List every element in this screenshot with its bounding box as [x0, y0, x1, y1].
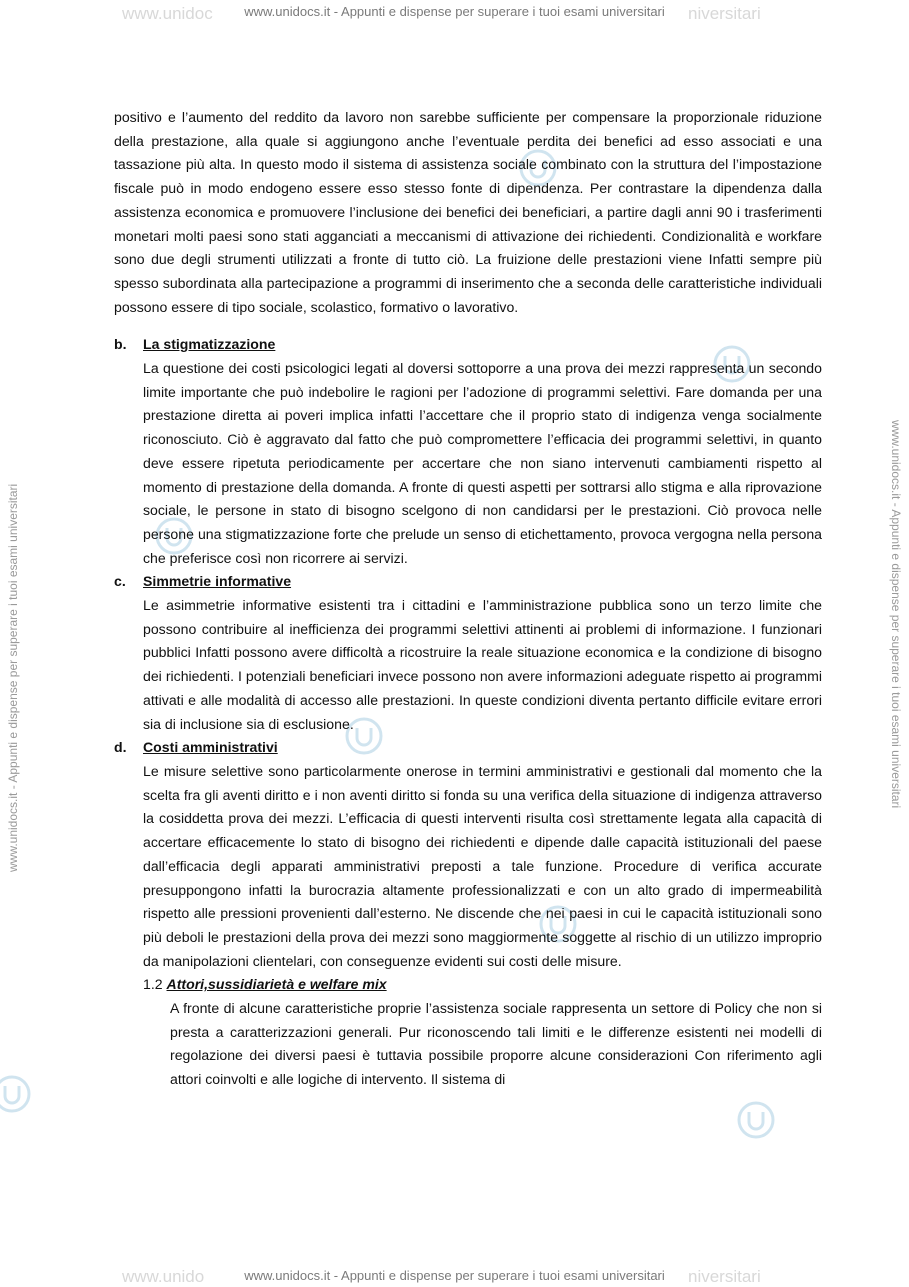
ghost-watermark-bottom-left: www.unido — [122, 1267, 205, 1286]
subsection-heading — [114, 973, 822, 997]
section-heading-b — [114, 333, 822, 357]
right-side-watermark: www.unidocs.it - Appunti e dispense per superare i tuoi esami universitari — [889, 420, 903, 809]
section-title: Simmetrie informative — [143, 573, 292, 590]
ghost-watermark-top-left: www.unidoc — [122, 4, 213, 23]
section-body-c: Le asimmetrie informative esistenti tra i cittadini e l’amministrazione pubblica sono un terzo limite che possono contribuire al inefficienza dei programmi selettivi attinenti ai problemi di informazione. I funzionari pubblici Infatti possono avere difficoltà a ricostruire la reale situazione economica e la condizione di bisogno dei richiedenti. I potenziali beneficiari invece possono non avere informazioni adeguate rispetto ai programmi attivati e alle modalità di accesso alle prestazioni. In queste condizioni diventa pertanto difficile evitare errori sia di inclusione sia di esclusione. — [143, 597, 822, 732]
ghost-watermark-top-right: niversitari — [688, 4, 761, 23]
section-title: La stigmatizzazione — [143, 336, 276, 353]
section-body-b: La questione dei costi psicologici legati al doversi sottoporre a una prova dei mezzi rappresenta un secondo limite importante che può indebolire le ragioni per l’adozione di programmi selettivi. Fare domanda per una prestazione diretta ai poveri implica infatti l’accettare che il proprio stato di indigenza venga socialmente riconosciuto. Ciò è aggravato dal fatto che può compromettere l’efficacia dei programmi selettivi, in quanto deve essere ripetuta periodicamente per accertare che non siano intervenuti cambiamenti rispetto al momento di prestazione della domanda. A fronte di questi aspetti per sottrarsi allo stigma e alla riprovazione sociale, le persone in stato di bisogno scelgono di non candidarsi per le prestazioni. Ciò provoca nelle persone una stigmatizzazione forte che prelude un senso di etichettamento, provoca vergogna nella persona che preferisce così non ricorrere ai servizi. — [143, 360, 822, 566]
intro-paragraph: positivo e l’aumento del reddito da lavoro non sarebbe sufficiente per compensare la proporzionale riduzione della prestazione, alla quale si aggiungono anche l’eventuale perdita dei benefici ad esso associati e una tassazione più alta. In questo modo il sistema di assistenza sociale combinato con la struttura del l’impostazione fiscale può in modo endogeno essere esso stesso fonte di dipendenza. Per contrastare la dipendenza dalla assistenza economica e promuovere l’inclusione dei benefici dei beneficiari, a partire dagli anni 90 i trasferimenti monetari molti paesi sono stati agganciati a meccanismi di attivazione dei richiedenti. Condizionalità e workfare sono due degli strumenti utilizzati a fronte di tutto ciò. La fruizione delle prestazioni viene Infatti sempre più spesso subordinata alla partecipazione a programmi di inserimento che a seconda delle caratteristiche individuali possono essere di tipo sociale, scolastico, formativo o lavorativo. — [114, 109, 822, 315]
section-title: Costi amministrativi — [143, 739, 278, 756]
section-letter: d. — [114, 739, 127, 756]
unidocs-logo-icon — [0, 1074, 32, 1114]
subsection-title: Attori,sussidiarietà e welfare mix — [166, 976, 387, 993]
section-letter: c. — [114, 573, 126, 590]
header-watermark: www.unidocs.it - Appunti e dispense per superare i tuoi esami universitari — [244, 4, 665, 19]
unidocs-logo-icon — [736, 1100, 776, 1140]
section-heading-d — [114, 736, 822, 760]
subsection-number: 1.2 — [143, 976, 163, 993]
section-body-d: Le misure selettive sono particolarmente onerose in termini amministrativi e gestionali dal momento che la scelta fra gli aventi diritto e i non aventi diritto si fonda su una verifica della situazione di indigenza attraverso la cosiddetta prova dei mezzi. L’efficacia di questi interventi risulta così strettamente legata alla capacità di accertare efficacemente lo stato di bisogno dei richiedenti e dipende dalle capacità istituzionali del paese dall’efficacia degli apparati amministrativi preposti a tale funzione. Procedure di verifica accurate presuppongono infatti la burocrazia altamente professionalizzati e con un alto grado di impermeabilità rispetto alle pressioni provenienti dall’esterno. Ne discende che nei paesi in cui le capacità istituzionali sono più deboli le prestazioni della prova dei mezzi sono maggiormente soggette al rischio di un utilizzo improprio da manipolazioni clientelari, con conseguenze evidenti sui costi delle misure. — [143, 762, 822, 969]
subsection-body: A fronte di alcune caratteristiche proprie l’assistenza sociale rappresenta un settore di Policy che non si presta a caratterizzazioni generali. Pur riconoscendo tali limiti e le differenze esistenti nei modelli di regolazione dei diversi paesi è tuttavia possibile proporre alcune considerazioni Con riferimento agli attori coinvolti e alle logiche di intervento. Il sistema di — [170, 1000, 822, 1088]
left-side-watermark: www.unidocs.it - Appunti e dispense per superare i tuoi esami universitari — [6, 483, 20, 872]
ghost-watermark-bottom-right: niversitari — [688, 1267, 761, 1286]
section-heading-c — [114, 570, 822, 594]
footer-watermark: www.unidocs.it - Appunti e dispense per superare i tuoi esami universitari — [244, 1268, 665, 1283]
section-letter: b. — [114, 336, 127, 353]
document-body — [114, 106, 822, 1092]
